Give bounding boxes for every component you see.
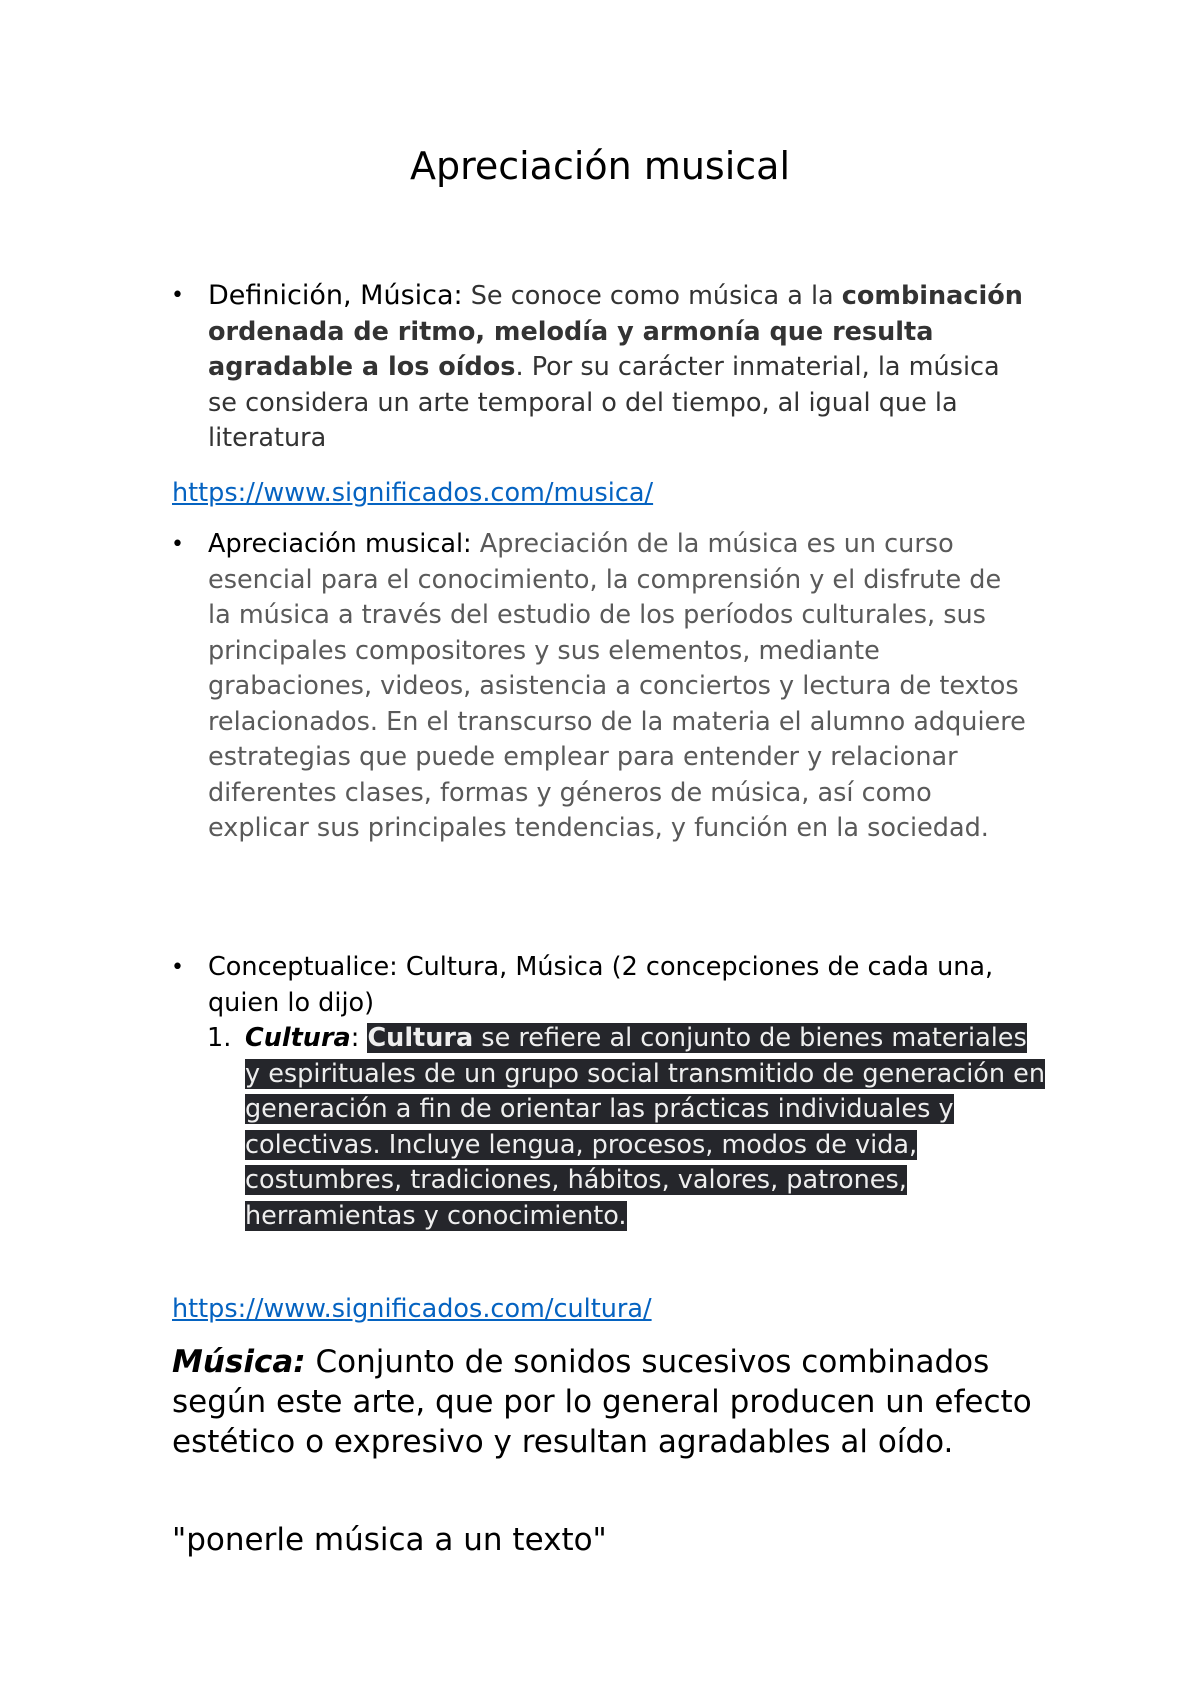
cultura-highlight-text: se refiere al conjunto de bienes materiales y espirituales de un grupo social transmitido de generación en generación a fin de orientar las prácticas individuales y colectivas. Incluye lengua, procesos, modos de vida, costumbres, tradiciones, hábitos, valores, patrones, herramientas y conocimiento. <box>245 1023 1046 1231</box>
definition-text-post: . Por su carácter inmaterial, la música se considera un arte temporal o del tiempo, al igual que la literatura <box>208 352 1000 453</box>
musica-label: Música: <box>172 1344 306 1380</box>
cultura-label: Cultura <box>245 1023 351 1053</box>
appreciation-label: Apreciación musical: <box>208 529 472 559</box>
cultura-link[interactable]: https://www.significados.com/cultura/ <box>172 1294 652 1324</box>
definition-bullet-item <box>171 278 1028 457</box>
definition-text-bold: combinación ordenada de ritmo, melodía y armonía que resulta agradable a los oídos <box>208 281 1023 382</box>
musica-text: Conjunto de sonidos sucesivos combinados según este arte, que por lo general producen un efecto estético o expresivo y resultan agradables al oído. <box>172 1344 1032 1460</box>
conceptualize-text: Conceptualice: Cultura, Música (2 concepciones de cada una, quien lo dijo) <box>208 952 994 1018</box>
page-title: Apreciación musical <box>409 144 791 188</box>
cultura-highlight-bold: Cultura <box>367 1023 474 1053</box>
bullet-marker: • <box>171 532 184 557</box>
list-number: 1. <box>207 1023 232 1053</box>
conceptualize-bullet-item <box>171 950 1028 1021</box>
definition-text-pre: Se conoce como música a la <box>462 281 842 311</box>
musica-link[interactable]: https://www.significados.com/musica/ <box>172 478 654 508</box>
bullet-marker: • <box>171 283 184 308</box>
appreciation-bullet-item <box>171 527 1028 847</box>
bullet-marker: • <box>171 955 184 980</box>
musica-quote: "ponerle música a un texto" <box>172 1522 607 1558</box>
musica-definition <box>172 1342 1052 1462</box>
definition-label: Definición, Música: <box>208 280 463 311</box>
appreciation-text: Apreciación de la música es un curso esencial para el conocimiento, la comprensión y el disfrute de la música a través del estudio de los períodos culturales, sus principales compositores y sus elementos, mediante grabaciones, videos, asistencia a conciertos y lectura de textos relacionados. En el transcurso de la materia el alumno adquiere estrategias que puede emplear para entender y relacionar diferentes clases, formas y géneros de música, así como explicar sus principales tendencias, y función en la sociedad. <box>208 529 1026 843</box>
cultura-numbered-item <box>207 1021 1046 1234</box>
cultura-colon: : <box>350 1023 368 1053</box>
